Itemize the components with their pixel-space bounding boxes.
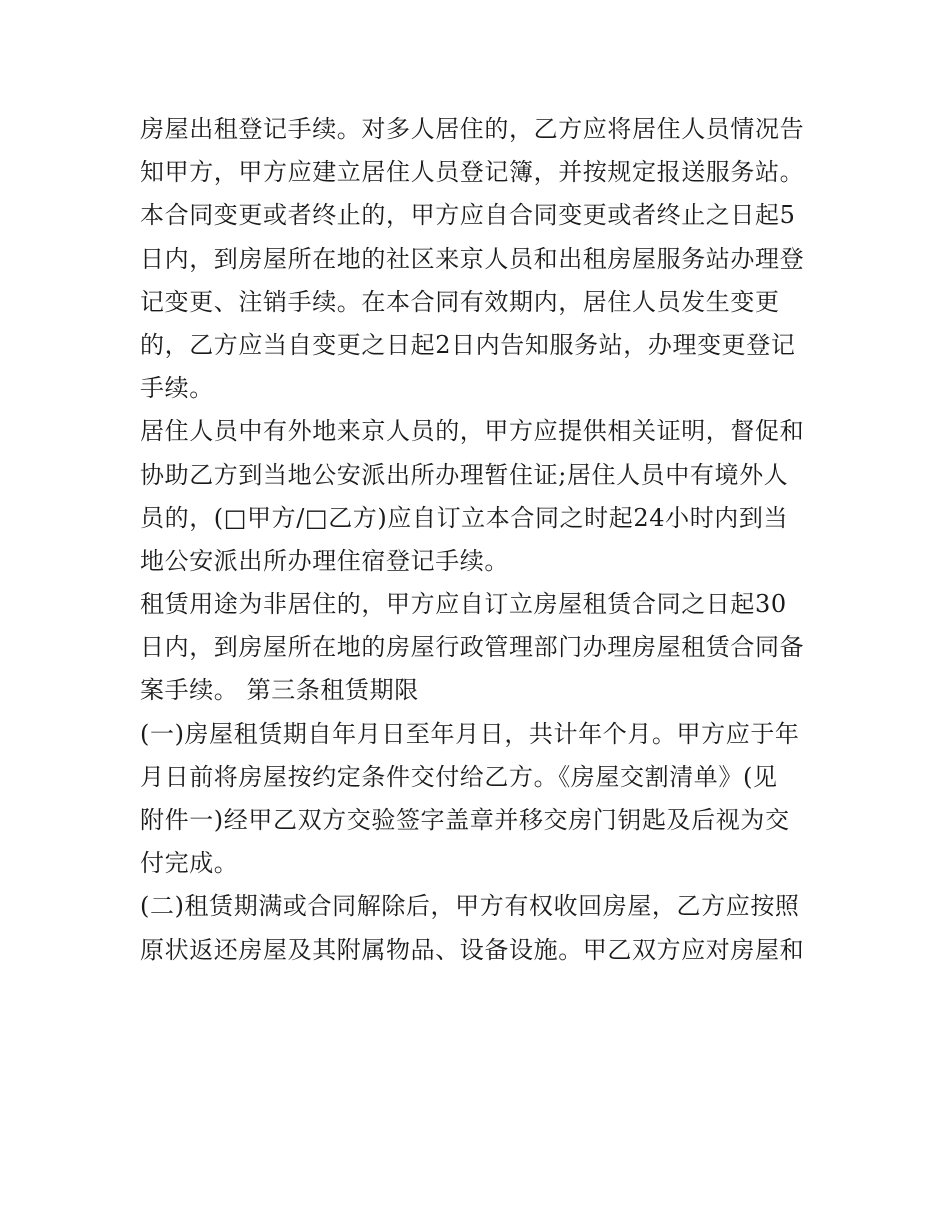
text-line: 原状返还房屋及其附属物品、设备设施。甲乙双方应对房屋和 <box>140 935 805 964</box>
text-line: 附件一)经甲乙双方交验签字盖章并移交房门钥匙及后视为交 <box>140 806 790 834</box>
text-line: 记变更、注销手续。在本合同有效期内，居住人员发生变更 <box>140 287 780 316</box>
text-line: 租赁用途为非居住的，甲方应自订立房屋租赁合同之日起30 <box>140 590 787 619</box>
text-line: (二)租赁期满或合同解除后，甲方有权收回房屋，乙方应按照 <box>140 892 800 921</box>
text-line: 付完成。 <box>140 849 239 878</box>
text-line: 员的，(□甲方/□乙方)应自订立本合同之时起24小时内到当 <box>140 503 789 532</box>
text-line: 协助乙方到当地公安派出所办理暂住证;居住人员中有境外人 <box>140 460 789 489</box>
contract-text <box>140 108 820 972</box>
text-line: 地公安派出所办理住宿登记手续。 <box>140 546 509 575</box>
text-line: 日内，到房屋所在地的社区来京人员和出租房屋服务站办理登 <box>140 244 805 273</box>
text-line: 知甲方，甲方应建立居住人员登记簿，并按规定报送服务站。 <box>140 158 805 187</box>
text-line: 房屋出租登记手续。对多人居住的，乙方应将居住人员情况告 <box>140 115 805 143</box>
text-line: 居住人员中有外地来京人员的，甲方应提供相关证明，督促和 <box>140 417 805 446</box>
text-line: 手续。 <box>140 374 214 403</box>
text-line: 月日前将房屋按约定条件交付给乙方。《房屋交割清单》(见 <box>140 762 778 791</box>
text-line: 案手续。 第三条租赁期限 <box>140 676 419 705</box>
text-line: 日内，到房屋所在地的房屋行政管理部门办理房屋租赁合同备 <box>140 633 805 662</box>
text-line: 本合同变更或者终止的，甲方应自合同变更或者终止之日起5 <box>140 201 796 230</box>
text-line: (一)房屋租赁期自年月日至年月日，共计年个月。甲方应于年 <box>140 719 800 748</box>
text-line: 的，乙方应当自变更之日起2日内告知服务站，办理变更登记 <box>140 330 796 359</box>
